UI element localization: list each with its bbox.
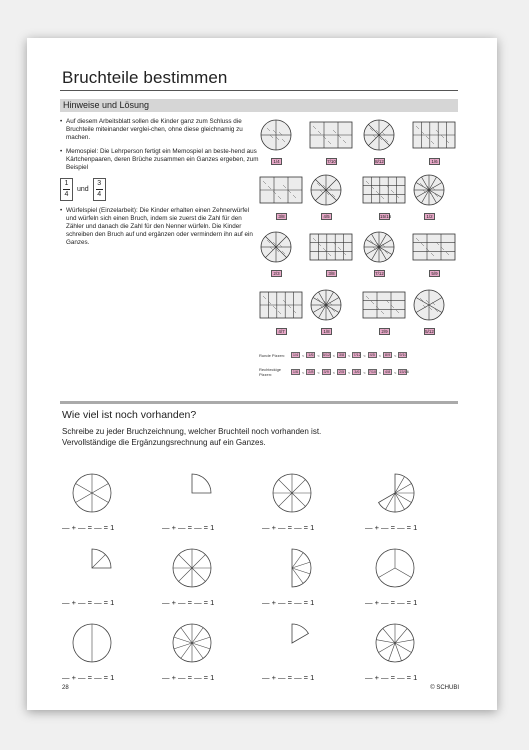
- rect-pizza-icon: [362, 173, 406, 207]
- note-item: [60, 148, 260, 172]
- fraction-circle-icon: [70, 546, 114, 590]
- completion-equation: — + — = — = 1: [365, 673, 418, 682]
- round-pizza-icon: [412, 288, 446, 322]
- completion-equation: — + — = — = 1: [262, 523, 315, 532]
- rect-pizza-icon: [259, 173, 303, 207]
- rect-pizza-icon: [362, 288, 406, 322]
- fraction-circle-icon: [270, 546, 314, 590]
- solution-fraction-label: 2/3: [271, 270, 282, 277]
- completion-equation: — + — = — = 1: [62, 598, 115, 607]
- exercise-heading: Wie viel ist noch vorhanden?: [62, 409, 197, 421]
- solution-fraction-label: 1/6: [429, 158, 440, 165]
- fraction-circle-icon: [270, 621, 314, 665]
- round-pizza-icon: [362, 230, 396, 264]
- round-pizza-icon: [259, 118, 293, 152]
- chain-fraction: 4/5: [369, 353, 375, 357]
- fraction-circle-icon: [170, 621, 214, 665]
- completion-equation: — + — = — = 1: [162, 523, 215, 532]
- fraction-circle-icon: [373, 621, 417, 665]
- instruction-line: Vervollständige die Ergänzungsrechnung auf ein Ganzes.: [62, 437, 266, 447]
- denominator: 4: [97, 191, 102, 198]
- solution-fraction-label: 7/12: [375, 271, 384, 276]
- completion-equation: — + — = — = 1: [62, 673, 115, 682]
- chain-fraction: 3/9: [323, 370, 329, 374]
- teacher-notes: [60, 118, 260, 253]
- title-divider: [60, 90, 458, 91]
- page-number: 28: [62, 685, 69, 691]
- solution-fraction-label: 5/12: [425, 329, 434, 334]
- fraction-circle-icon: [170, 471, 214, 515]
- solution-fraction-label: 7/10: [327, 159, 336, 164]
- solution-fraction-label: 4/7: [276, 328, 287, 335]
- rect-pizza-chain: Rechteckige Pizzen: 1/6 < 2/8 < 3/9 < 2/5 < 3/6 < 7/10 < 4/8 < 15/16: [259, 367, 409, 377]
- note-text: Auf diesem Arbeitsblatt sollen die Kinder ganz zum Schluss die Bruchteile miteinander verglei-chen, ohne diese gleichnamig zu machen.: [66, 118, 243, 141]
- page-title: Bruchteile bestimmen: [62, 68, 228, 87]
- round-pizza-icon: [309, 288, 343, 322]
- exercise-instructions: [62, 427, 457, 448]
- solution-fraction-label: 15/16: [380, 214, 392, 219]
- completion-equation: — + — = — = 1: [365, 523, 418, 532]
- chain-fraction: 2/8: [308, 370, 314, 374]
- chain-label: Runde Pizzen:: [259, 352, 286, 358]
- chain-fraction: 3/6: [354, 370, 360, 374]
- chain-fraction: 1/6: [292, 370, 299, 374]
- completion-equation: — + — = — = 1: [365, 598, 418, 607]
- fraction-box: [93, 178, 106, 201]
- fraction-circle-icon: [70, 471, 114, 515]
- round-pizza-chain: Runde Pizzen: 1/4 < 1/6 < 5/12 < 3/8 < 7/12 < 4/5 < 8/9 < 9/10: [259, 352, 407, 358]
- chain-fraction: 9/10: [399, 353, 407, 357]
- section-heading-bar: [60, 99, 458, 112]
- numerator: 1: [64, 180, 69, 187]
- completion-equation: — + — = — = 1: [162, 598, 215, 607]
- solution-fraction-label: 1/2: [424, 213, 435, 220]
- completion-equation: — + — = — = 1: [262, 598, 315, 607]
- round-pizza-icon: [259, 230, 293, 264]
- solution-fraction-label: 3/8: [276, 213, 287, 220]
- chain-fraction: 3/8: [338, 353, 345, 357]
- rect-pizza-icon: [412, 230, 456, 264]
- section-heading: Hinweise und Lösung: [63, 100, 150, 110]
- solution-fraction-label: 1/8: [321, 328, 332, 335]
- chain-label: Rechteckige Pizzen:: [259, 367, 282, 377]
- solution-fraction-label: 3/8: [326, 270, 337, 277]
- fraction-circle-icon: [170, 546, 214, 590]
- and-text: und: [77, 185, 89, 193]
- chain-fraction: 4/8: [384, 370, 391, 374]
- fraction-circle-icon: [270, 471, 314, 515]
- memo-example: [60, 178, 260, 201]
- round-pizza-icon: [309, 173, 343, 207]
- solution-fraction-label: 2/9: [379, 328, 390, 335]
- note-text: Würfelspiel (Einzelarbeit): Die Kinder erhalten einen Zehnerwürfel und würfeln sich einen Bruch, indem sie zuerst die Zahl für den Zähler und danach die Zahl für den Nenner würfeln. Die Kinder schreiben den Bruch auf und ergänzen oder vermindern ihn auf ein Ganzes.: [66, 207, 253, 246]
- rect-pizza-icon: [309, 118, 353, 152]
- fraction-circle-icon: [70, 621, 114, 665]
- rect-pizza-icon: [259, 288, 303, 322]
- chain-fraction: 1/4: [292, 353, 299, 357]
- denominator: 4: [64, 191, 69, 198]
- note-item: [60, 207, 260, 247]
- fraction-circle-icon: [373, 546, 417, 590]
- round-pizza-icon: [362, 118, 396, 152]
- note-item: [60, 118, 260, 142]
- round-pizza-icon: [412, 173, 446, 207]
- worksheet-page: [27, 38, 497, 710]
- fraction-circle-icon: [373, 471, 417, 515]
- solution-fraction-label: 8/12: [375, 159, 384, 164]
- completion-equation: — + — = — = 1: [262, 673, 315, 682]
- chain-fraction: 8/9: [384, 353, 391, 357]
- completion-equation: — + — = — = 1: [162, 673, 215, 682]
- chain-fraction: 5/12: [322, 353, 331, 357]
- note-text: Memospiel: Die Lehrperson fertigt ein Memospiel an beste-hend aus Kärtchenpaaren, deren Brüche zusammen ein Ganzes ergeben, zum Beispiel: [66, 148, 259, 171]
- solution-fraction-label: 5/9: [429, 270, 440, 277]
- publisher-credit: © SCHUBI: [430, 685, 459, 691]
- chain-fraction: 7/10: [368, 370, 377, 374]
- chain-fraction: 1/6: [308, 353, 314, 357]
- instruction-line: Schreibe zu jeder Bruchzeichnung, welcher Bruchteil noch vorhanden ist.: [62, 427, 322, 436]
- completion-equation: — + — = — = 1: [62, 523, 115, 532]
- rect-pizza-icon: [309, 230, 353, 264]
- solution-fraction-label: 4/5: [321, 213, 332, 220]
- numerator: 3: [97, 180, 102, 187]
- section-divider: [60, 401, 458, 404]
- rect-pizza-icon: [412, 118, 456, 152]
- chain-fraction: 15/16: [399, 370, 409, 374]
- fraction-box: [60, 178, 73, 201]
- chain-fraction: 7/12: [353, 353, 361, 357]
- solution-fraction-label: 1/4: [271, 158, 282, 165]
- chain-fraction: 2/5: [338, 370, 345, 374]
